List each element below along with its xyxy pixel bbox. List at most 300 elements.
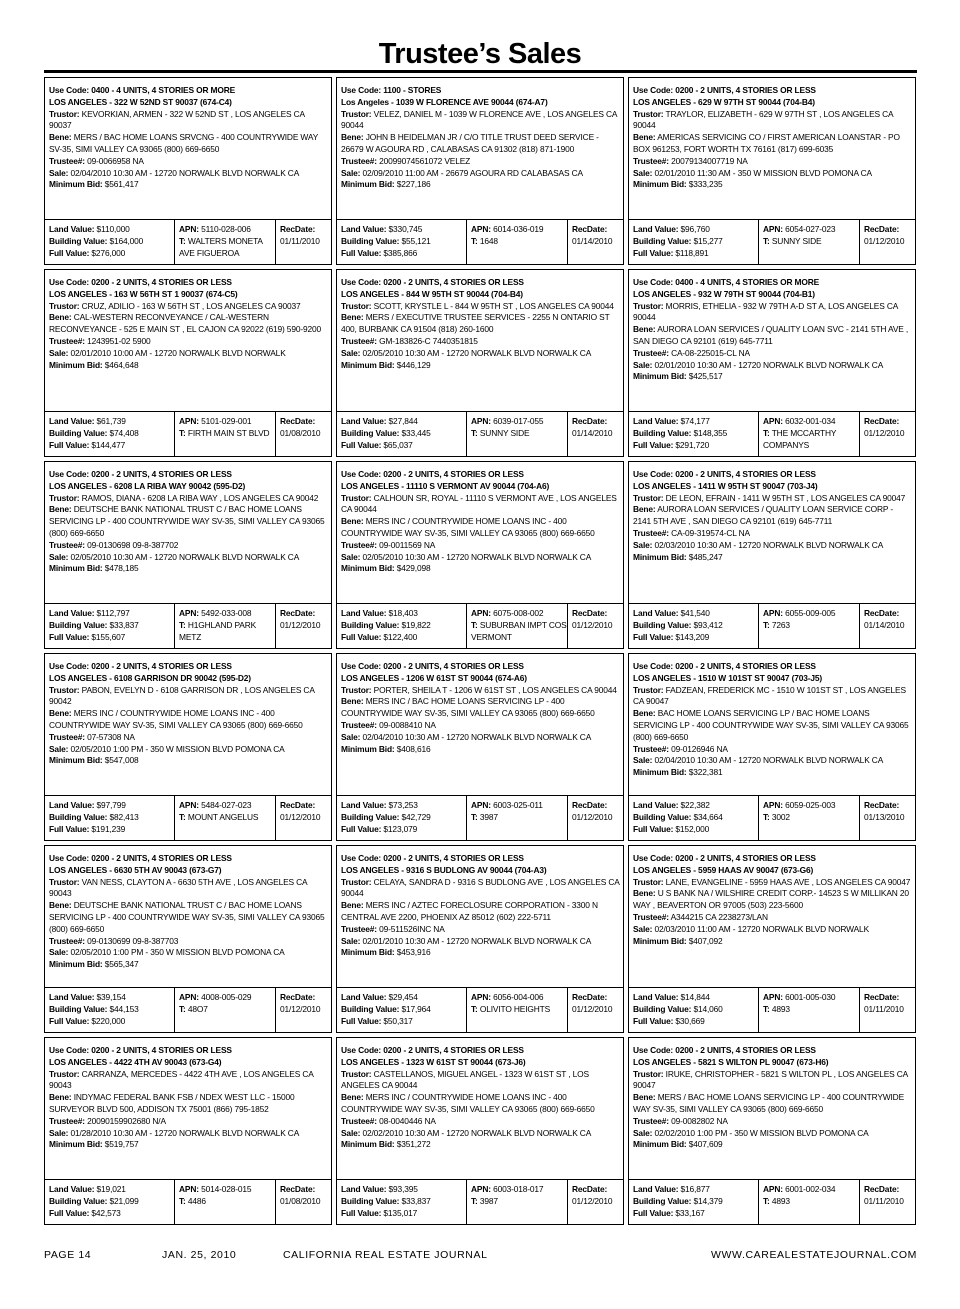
recdate-value: 01/12/2010: [280, 1003, 321, 1014]
apn-column: [759, 796, 860, 840]
minimum-bid-line: [633, 936, 912, 948]
tract: [179, 1196, 275, 1208]
recdate-value: 01/11/2010: [864, 1003, 904, 1014]
building-value-value: $15,277: [693, 235, 723, 246]
valuation-row: [45, 219, 331, 264]
land-value-value: $14,844: [680, 992, 710, 1002]
sale-line-value: 02/09/2010 11:00 AM - 26679 AGOURA RD CALABASAS CA: [362, 167, 583, 178]
use-code: Use Code: 0200 - 2 UNITS, 4 STORIES OR LESS: [341, 277, 524, 287]
trustor-line-label: Trustor:: [633, 1068, 664, 1079]
values-column: [337, 1180, 467, 1224]
beneficiary-line: [633, 888, 912, 912]
minimum-bid-line-label: Minimum Bid:: [341, 359, 395, 370]
apn-label: APN:: [763, 800, 783, 810]
building-value-label: Building Value:: [49, 1195, 108, 1206]
apn-column: [467, 796, 568, 840]
full-value-value: $123,079: [383, 823, 418, 834]
use-code: Use Code: 0200 - 2 UNITS, 4 STORIES OR LESS: [49, 661, 232, 671]
building-value-label: Building Value:: [49, 811, 108, 822]
beneficiary-line: [49, 312, 328, 336]
recdate-value: 01/13/2010: [864, 811, 905, 822]
tract-value: 3002: [771, 811, 790, 822]
minimum-bid-line-label: Minimum Bid:: [633, 767, 687, 778]
full-value: [341, 824, 466, 836]
recdate-label: RecDate:: [572, 224, 608, 234]
trustor-line: [49, 109, 328, 133]
trustee-number-line-value: 09-0130698 09-8-387702: [87, 539, 179, 550]
trustee-number-line-label: Trustee#:: [341, 539, 377, 550]
building-value-label: Building Value:: [49, 235, 108, 246]
minimum-bid-line-value: $565,347: [104, 959, 139, 970]
values-column: [629, 604, 759, 648]
trustor-line-label: Trustor:: [341, 108, 372, 119]
recdate-value: 01/11/2010: [280, 235, 320, 246]
listing-card: [628, 269, 916, 457]
footer-date: JAN. 25, 2010: [162, 1249, 237, 1261]
sale-line: [633, 540, 912, 552]
listing-body: [49, 853, 328, 971]
recdate-label: RecDate:: [280, 1184, 316, 1194]
use-code: Use Code: 0200 - 2 UNITS, 4 STORIES OR LESS: [633, 469, 816, 479]
minimum-bid-line-value: $547,008: [104, 755, 139, 766]
recdate-value: 01/11/2010: [864, 1195, 904, 1206]
tract-label: T:: [179, 811, 186, 822]
beneficiary-line: [341, 1092, 620, 1116]
land-value: [341, 224, 466, 236]
full-value: [49, 1016, 174, 1028]
beneficiary-line: [341, 312, 620, 336]
trustor-line-label: Trustor:: [633, 492, 664, 503]
trustor-line-label: Trustor:: [633, 684, 664, 695]
trustor-line-value: PABON, EVELYN D - 6108 GARRISON DR , LOS ANGELES CA 90042: [49, 684, 315, 707]
beneficiary-line-value: MERS INC / COUNTRYWIDE HOME LOANS INC - 400 COUNTRYWIDE WAY SV-35, SIMI VALLEY CA 93065 (800) 669-6650: [341, 516, 595, 538]
tract-label: T:: [763, 811, 770, 822]
land-value-value: $93,395: [388, 1184, 418, 1194]
land-value: [49, 992, 174, 1004]
listing-card: [44, 845, 332, 1033]
trustor-line: [633, 877, 912, 889]
trustee-number-line-value: 09-0130699 09-8-387703: [87, 935, 179, 946]
beneficiary-line-label: Bene:: [633, 888, 656, 899]
trustor-line: [341, 301, 620, 313]
use-code: Use Code: 1100 - STORES: [341, 85, 442, 95]
sale-line-label: Sale:: [633, 539, 653, 550]
tract-label: T:: [179, 1195, 186, 1206]
land-value: [633, 608, 758, 620]
tract-label: T:: [763, 235, 770, 246]
full-value-label: Full Value:: [341, 439, 382, 450]
full-value: [633, 824, 758, 836]
full-value-label: Full Value:: [341, 1015, 382, 1026]
full-value-label: Full Value:: [49, 247, 90, 258]
trustor-line-value: IRUKE, CHRISTOPHER - 5821 S WILTON PL , LOS ANGELES CA 90047: [633, 1068, 908, 1091]
trustor-line: [633, 685, 912, 709]
sale-line: [49, 1128, 328, 1140]
trustee-number-line: [49, 156, 328, 168]
apn-value: 6001-002-034: [785, 1184, 836, 1194]
trustor-line-label: Trustor:: [341, 492, 372, 503]
valuation-row: [45, 411, 331, 456]
full-value-value: $276,000: [91, 247, 126, 258]
tract-value: 4893: [771, 1195, 790, 1206]
sale-line-value: 02/05/2010 10:30 AM - 12720 NORWALK BLVD NORWALK CA: [362, 347, 592, 358]
recdate-value: 01/08/2010: [280, 427, 321, 438]
sale-line-label: Sale:: [633, 167, 653, 178]
full-value-label: Full Value:: [49, 823, 90, 834]
building-value: [49, 428, 174, 440]
recdate-column: [568, 796, 623, 840]
beneficiary-line: [633, 132, 912, 156]
beneficiary-line-value: CAL-WESTERN RECONVEYANCE / CAL-WESTERN RECONVEYANCE - 525 E MAIN ST , EL CAJON CA 92022 (619) 590-9200: [49, 312, 322, 335]
listing-card: [628, 461, 916, 649]
beneficiary-line-label: Bene:: [49, 1092, 72, 1103]
property-address: LOS ANGELES - 322 W 52ND ST 90037 (674-C4): [49, 96, 232, 107]
land-value-value: $19,021: [96, 1184, 126, 1194]
apn-column: [175, 1180, 276, 1224]
tract-label: T:: [179, 235, 186, 246]
building-value-value: $33,837: [401, 1195, 431, 1206]
beneficiary-line: [633, 504, 912, 528]
listing-body: [341, 1045, 620, 1151]
land-value-label: Land Value:: [633, 608, 679, 618]
tract-label: T:: [179, 427, 186, 438]
land-value-label: Land Value:: [633, 1184, 679, 1194]
recdate-label: RecDate:: [864, 416, 900, 426]
page-title: Trustee’s Sales: [378, 38, 582, 70]
trustor-line-value: CALHOUN SR, ROYAL - 11110 S VERMONT AVE , LOS ANGELES CA 90044: [341, 492, 617, 515]
valuation-row: [629, 603, 915, 648]
building-value: [341, 620, 466, 632]
full-value: [341, 1208, 466, 1220]
recdate-column: [276, 796, 331, 840]
trustor-line: [49, 685, 328, 709]
minimum-bid-line-label: Minimum Bid:: [633, 935, 687, 946]
minimum-bid-line-label: Minimum Bid:: [49, 563, 103, 574]
beneficiary-line-label: Bene:: [341, 516, 364, 527]
listings-grid: [44, 77, 917, 1231]
apn-column: [759, 988, 860, 1032]
minimum-bid-line: [49, 959, 328, 971]
use-code: Use Code: 0200 - 2 UNITS, 4 STORIES OR LESS: [633, 1045, 816, 1055]
trustee-number-line: [49, 336, 328, 348]
recdate-label: RecDate:: [572, 416, 608, 426]
tract-value: WALTERS MONETA AVE FIGUEROA: [179, 235, 263, 258]
valuation-row: [45, 1179, 331, 1224]
full-value: [49, 248, 174, 260]
building-value-label: Building Value:: [341, 811, 400, 822]
land-value: [633, 416, 758, 428]
trustee-number-line-value: CA-09-319574-CL NA: [671, 527, 750, 538]
land-value: [341, 416, 466, 428]
land-value-label: Land Value:: [49, 800, 95, 810]
building-value-label: Building Value:: [633, 235, 692, 246]
trustor-line-value: LANE, EVANGELINE - 5959 HAAS AVE , LOS ANGELES CA 90047: [665, 876, 911, 887]
trustor-line-label: Trustor:: [49, 108, 80, 119]
valuation-row: [629, 411, 915, 456]
tract: [471, 812, 567, 824]
minimum-bid-line-value: $407,609: [688, 1139, 723, 1150]
full-value: [341, 632, 466, 644]
trustee-number-line: [633, 348, 912, 360]
values-column: [629, 988, 759, 1032]
land-value: [341, 608, 466, 620]
beneficiary-line-value: AURORA LOAN SERVICES / QUALITY LOAN SERVICE CORP - 2141 5TH AVE , SAN DIEGO CA 92101 (619) 645-7711: [633, 504, 894, 527]
use-code: Use Code: 0200 - 2 UNITS, 4 STORIES OR LESS: [341, 853, 524, 863]
listing-body: [633, 277, 912, 383]
tract-value: THE MCCARTHY COMPANYS: [763, 427, 837, 450]
recdate-value: 01/14/2010: [572, 427, 613, 438]
trustee-number-line: [633, 1116, 912, 1128]
minimum-bid-line: [49, 563, 328, 575]
trustor-line-label: Trustor:: [633, 876, 664, 887]
listing-card: [44, 1037, 332, 1225]
full-value-label: Full Value:: [341, 1207, 382, 1218]
full-value: [341, 440, 466, 452]
sale-line: [341, 348, 620, 360]
full-value-label: Full Value:: [49, 631, 90, 642]
tract: [179, 236, 275, 260]
land-value-value: $97,799: [96, 800, 126, 810]
minimum-bid-line-label: Minimum Bid:: [49, 359, 103, 370]
building-value: [49, 620, 174, 632]
tract-value: H1GHLAND PARK METZ: [179, 619, 257, 642]
apn-label: APN:: [471, 1184, 491, 1194]
listing-body: [633, 853, 912, 947]
tract-label: T:: [179, 1003, 186, 1014]
land-value-label: Land Value:: [341, 800, 387, 810]
trustor-line-value: KEVORKIAN, ARMEN - 322 W 52ND ST , LOS ANGELES CA 90037: [49, 108, 305, 131]
sale-line-label: Sale:: [49, 347, 69, 358]
recdate-column: [860, 1180, 915, 1224]
use-code: Use Code: 0400 - 4 UNITS, 4 STORIES OR MORE: [49, 85, 236, 95]
beneficiary-line-value: MERS / BAC HOME LOANS SRVCNG - 400 COUNTRYWIDE WAY SV-35, SIMI VALLEY CA 93065 (800) 669-6650: [49, 132, 318, 154]
sale-line-value: 02/01/2010 11:30 AM - 350 W MISSION BLVD POMONA CA: [654, 167, 872, 178]
building-value: [633, 236, 758, 248]
minimum-bid-line: [341, 563, 620, 575]
beneficiary-line-label: Bene:: [341, 696, 364, 707]
listing-card: [336, 653, 624, 841]
property-address: LOS ANGELES - 163 W 56TH ST 1 90037 (674-C5): [49, 288, 238, 299]
building-value-label: Building Value:: [341, 1195, 400, 1206]
building-value-value: $82,413: [109, 811, 139, 822]
trustee-number-line: [633, 912, 912, 924]
minimum-bid-line: [341, 179, 620, 191]
apn: [763, 800, 859, 812]
sale-line-label: Sale:: [341, 167, 361, 178]
land-value-label: Land Value:: [341, 416, 387, 426]
listing-body: [341, 853, 620, 959]
minimum-bid-line-label: Minimum Bid:: [633, 371, 687, 382]
sale-line-value: 02/01/2010 10:00 AM - 12720 NORWALK BLVD NORWALK: [70, 347, 286, 358]
listing-card: [628, 1037, 916, 1225]
recdate-value: 01/12/2010: [864, 427, 905, 438]
full-value-label: Full Value:: [49, 1207, 90, 1218]
sale-line-label: Sale:: [49, 947, 69, 958]
values-column: [337, 988, 467, 1032]
listing-body: [49, 85, 328, 191]
apn-label: APN:: [763, 416, 783, 426]
tract-label: T:: [471, 427, 478, 438]
apn-column: [759, 1180, 860, 1224]
sale-line: [49, 744, 328, 756]
trustor-line-label: Trustor:: [49, 876, 80, 887]
beneficiary-line-value: AURORA LOAN SERVICES / QUALITY LOAN SVC - 2141 5TH AVE , SAN DIEGO CA 92101 (619) 645-7711: [633, 324, 909, 346]
trustee-number-line-value: 09-511526INC NA: [379, 923, 445, 934]
sale-line: [49, 552, 328, 564]
trustee-number-line: [49, 936, 328, 948]
listing-card: [44, 77, 332, 265]
minimum-bid-line-value: $333,235: [688, 179, 723, 190]
sale-line-label: Sale:: [341, 347, 361, 358]
property-address: LOS ANGELES - 1323 W 61ST ST 90044 (673-J6): [341, 1056, 526, 1067]
minimum-bid-line-label: Minimum Bid:: [341, 947, 395, 958]
building-value-value: $74,408: [109, 427, 139, 438]
recdate-value: 01/12/2010: [280, 811, 321, 822]
beneficiary-line-label: Bene:: [49, 312, 72, 323]
full-value-value: $143,209: [675, 631, 710, 642]
building-value: [49, 236, 174, 248]
beneficiary-line-label: Bene:: [49, 132, 72, 143]
apn-label: APN:: [763, 608, 783, 618]
building-value-label: Building Value:: [341, 235, 400, 246]
beneficiary-line: [341, 516, 620, 540]
building-value-value: $93,412: [693, 619, 723, 630]
land-value-label: Land Value:: [633, 800, 679, 810]
building-value-label: Building Value:: [633, 1003, 692, 1014]
building-value: [633, 1196, 758, 1208]
trustee-number-line-label: Trustee#:: [49, 539, 85, 550]
land-value-label: Land Value:: [341, 608, 387, 618]
beneficiary-line-value: MERS / BAC HOME LOANS SERVICING LP - 400 COUNTRYWIDE WAY SV-35, SIMI VALLEY CA 93065 (800) 669-6650: [633, 1092, 905, 1114]
valuation-row: [337, 795, 623, 840]
apn: [179, 992, 275, 1004]
recdate-value: 01/12/2010: [572, 1003, 613, 1014]
tract-value: OLIVITO HEIGHTS: [479, 1003, 551, 1014]
valuation-row: [45, 987, 331, 1032]
building-value-value: $33,837: [109, 619, 139, 630]
sale-line-label: Sale:: [49, 551, 69, 562]
sale-line-value: 02/04/2010 10:30 AM - 12720 NORWALK BLVD NORWALK CA: [654, 755, 884, 766]
trustor-line: [341, 109, 620, 133]
building-value: [341, 1196, 466, 1208]
apn-value: 4008-005-029: [201, 992, 252, 1002]
apn-column: [175, 220, 276, 264]
beneficiary-line-label: Bene:: [341, 1092, 364, 1103]
values-column: [45, 988, 175, 1032]
full-value: [341, 248, 466, 260]
minimum-bid-line-label: Minimum Bid:: [633, 179, 687, 190]
land-value: [49, 224, 174, 236]
trustor-line-value: CASTELLANOS, MIGUEL ANGEL - 1323 W 61ST ST , LOS ANGELES CA 90044: [341, 1068, 589, 1091]
tract: [763, 1196, 859, 1208]
land-value: [633, 992, 758, 1004]
trustee-number-line: [49, 1116, 328, 1128]
tract: [471, 428, 567, 440]
sale-line-label: Sale:: [49, 743, 69, 754]
building-value: [49, 1004, 174, 1016]
apn-column: [467, 1180, 568, 1224]
trustee-number-line: [49, 540, 328, 552]
beneficiary-line-label: Bene:: [341, 312, 364, 323]
building-value-label: Building Value:: [633, 619, 692, 630]
tract-value: 48O7: [187, 1003, 208, 1014]
tract-value: 4486: [187, 1195, 206, 1206]
use-code: Use Code: 0200 - 2 UNITS, 4 STORIES OR LESS: [633, 85, 816, 95]
use-code: Use Code: 0200 - 2 UNITS, 4 STORIES OR LESS: [341, 661, 524, 671]
minimum-bid-line-value: $322,381: [688, 767, 723, 778]
valuation-row: [629, 219, 915, 264]
listing-body: [49, 469, 328, 575]
trustee-number-line-label: Trustee#:: [341, 719, 377, 730]
recdate-column: [276, 988, 331, 1032]
minimum-bid-line-label: Minimum Bid:: [341, 179, 395, 190]
land-value: [49, 608, 174, 620]
listing-card: [336, 461, 624, 649]
beneficiary-line-label: Bene:: [633, 324, 656, 335]
building-value-value: $21,099: [109, 1195, 139, 1206]
full-value-value: $33,167: [675, 1207, 705, 1218]
minimum-bid-line-label: Minimum Bid:: [49, 959, 103, 970]
minimum-bid-line: [633, 1139, 912, 1151]
apn-column: [175, 604, 276, 648]
full-value: [633, 1208, 758, 1220]
building-value: [49, 1196, 174, 1208]
minimum-bid-line-label: Minimum Bid:: [633, 1139, 687, 1150]
beneficiary-line-label: Bene:: [49, 504, 72, 515]
building-value-label: Building Value:: [49, 619, 108, 630]
property-address: Los Angeles - 1039 W FLORENCE AVE 90044 (674-A7): [341, 96, 548, 107]
sale-line-value: 02/01/2010 10:30 AM - 12720 NORWALK BLVD NORWALK CA: [654, 359, 884, 370]
minimum-bid-line: [341, 744, 620, 756]
building-value-label: Building Value:: [341, 619, 400, 630]
full-value-label: Full Value:: [341, 823, 382, 834]
full-value: [633, 248, 758, 260]
use-code: Use Code: 0200 - 2 UNITS, 4 STORIES OR LESS: [49, 1045, 232, 1055]
building-value: [633, 1004, 758, 1016]
land-value-value: $330,745: [388, 224, 423, 234]
trustor-line-label: Trustor:: [633, 108, 664, 119]
use-code: Use Code: 0200 - 2 UNITS, 4 STORIES OR LESS: [49, 469, 232, 479]
sale-line: [633, 168, 912, 180]
recdate-column: [568, 1180, 623, 1224]
apn-column: [759, 412, 860, 456]
beneficiary-line-label: Bene:: [49, 708, 72, 719]
building-value: [341, 236, 466, 248]
minimum-bid-line: [49, 179, 328, 191]
minimum-bid-line: [633, 371, 912, 383]
tract: [179, 620, 275, 644]
recdate-label: RecDate:: [864, 608, 900, 618]
trustee-number-line-label: Trustee#:: [633, 743, 669, 754]
land-value: [341, 1184, 466, 1196]
recdate-value: 01/14/2010: [864, 619, 905, 630]
tract: [179, 1004, 275, 1016]
sale-line-value: 02/05/2010 1:00 PM - 350 W MISSION BLVD POMONA CA: [70, 947, 285, 958]
trustee-number-line-label: Trustee#:: [633, 911, 669, 922]
sale-line: [49, 348, 328, 360]
sale-line-value: 02/04/2010 10:30 AM - 12720 NORWALK BLVD NORWALK CA: [70, 167, 300, 178]
trustee-number-line: [341, 540, 620, 552]
trustee-number-line-value: GM-183826-C 7440351815: [379, 335, 478, 346]
listing-card: [44, 653, 332, 841]
apn-label: APN:: [179, 1184, 199, 1194]
tract-value: SUNNY SIDE: [479, 427, 530, 438]
apn-column: [467, 412, 568, 456]
building-value: [633, 620, 758, 632]
recdate-label: RecDate:: [572, 1184, 608, 1194]
full-value: [633, 440, 758, 452]
minimum-bid-line-label: Minimum Bid:: [341, 563, 395, 574]
